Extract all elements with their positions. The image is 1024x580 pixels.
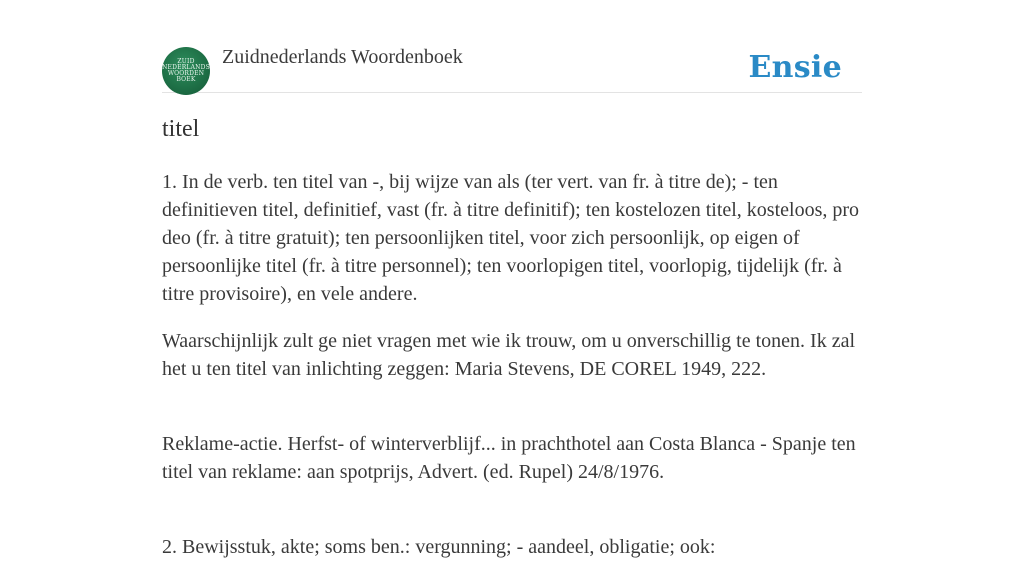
dictionary-logo[interactable] xyxy=(162,47,210,95)
entry-content xyxy=(162,168,862,580)
logo-text: BOEK xyxy=(176,76,196,83)
brand-logo-link[interactable]: Ensie xyxy=(748,50,842,85)
logo-text: ZUID xyxy=(177,58,195,65)
definition-paragraph: 1. In de verb. ten titel van -, bij wijze van als (ter vert. van fr. à titre de); - ten definitieven titel, definitief, vast (fr. à titre definitif); ten kostelozen titel, kosteloos, pro deo (fr. à titre gratuit); ten persoonlijken titel, voor zich persoonlijk, op eigen of persoonlijke titel (fr. à titre personnel); ten voorlopigen titel, voorlopig, tijdelijk (fr. à titre provisoire), en vele andere. xyxy=(162,171,860,305)
logo-text: WOORDEN xyxy=(167,70,205,77)
header xyxy=(162,0,862,93)
example-paragraph: Waarschijnlijk zult ge niet vragen met wie ik trouw, om u onverschillig te tonen. Ik zal het u ten titel van inlichting zeggen: Maria Stevens, DE COREL 1949, 222. xyxy=(162,330,856,380)
logo-text: NEDERLANDS xyxy=(162,64,210,71)
page-title: titel xyxy=(162,116,200,142)
example-paragraph: Reklame-actie. Herfst- of winterverblijf... in prachthotel aan Costa Blanca - Spanje ten titel van reklame: aan spotprijs, Advert. (ed. Rupel) 24/8/1976. xyxy=(162,433,856,483)
source-title-link[interactable]: Zuidnederlands Woordenboek xyxy=(222,46,463,68)
spacer xyxy=(162,505,862,533)
page xyxy=(162,0,862,558)
spacer xyxy=(162,402,862,430)
definition-paragraph: 2. Bewijsstuk, akte; soms ben.: vergunning; - aandeel, obligatie; ook: xyxy=(162,536,716,558)
